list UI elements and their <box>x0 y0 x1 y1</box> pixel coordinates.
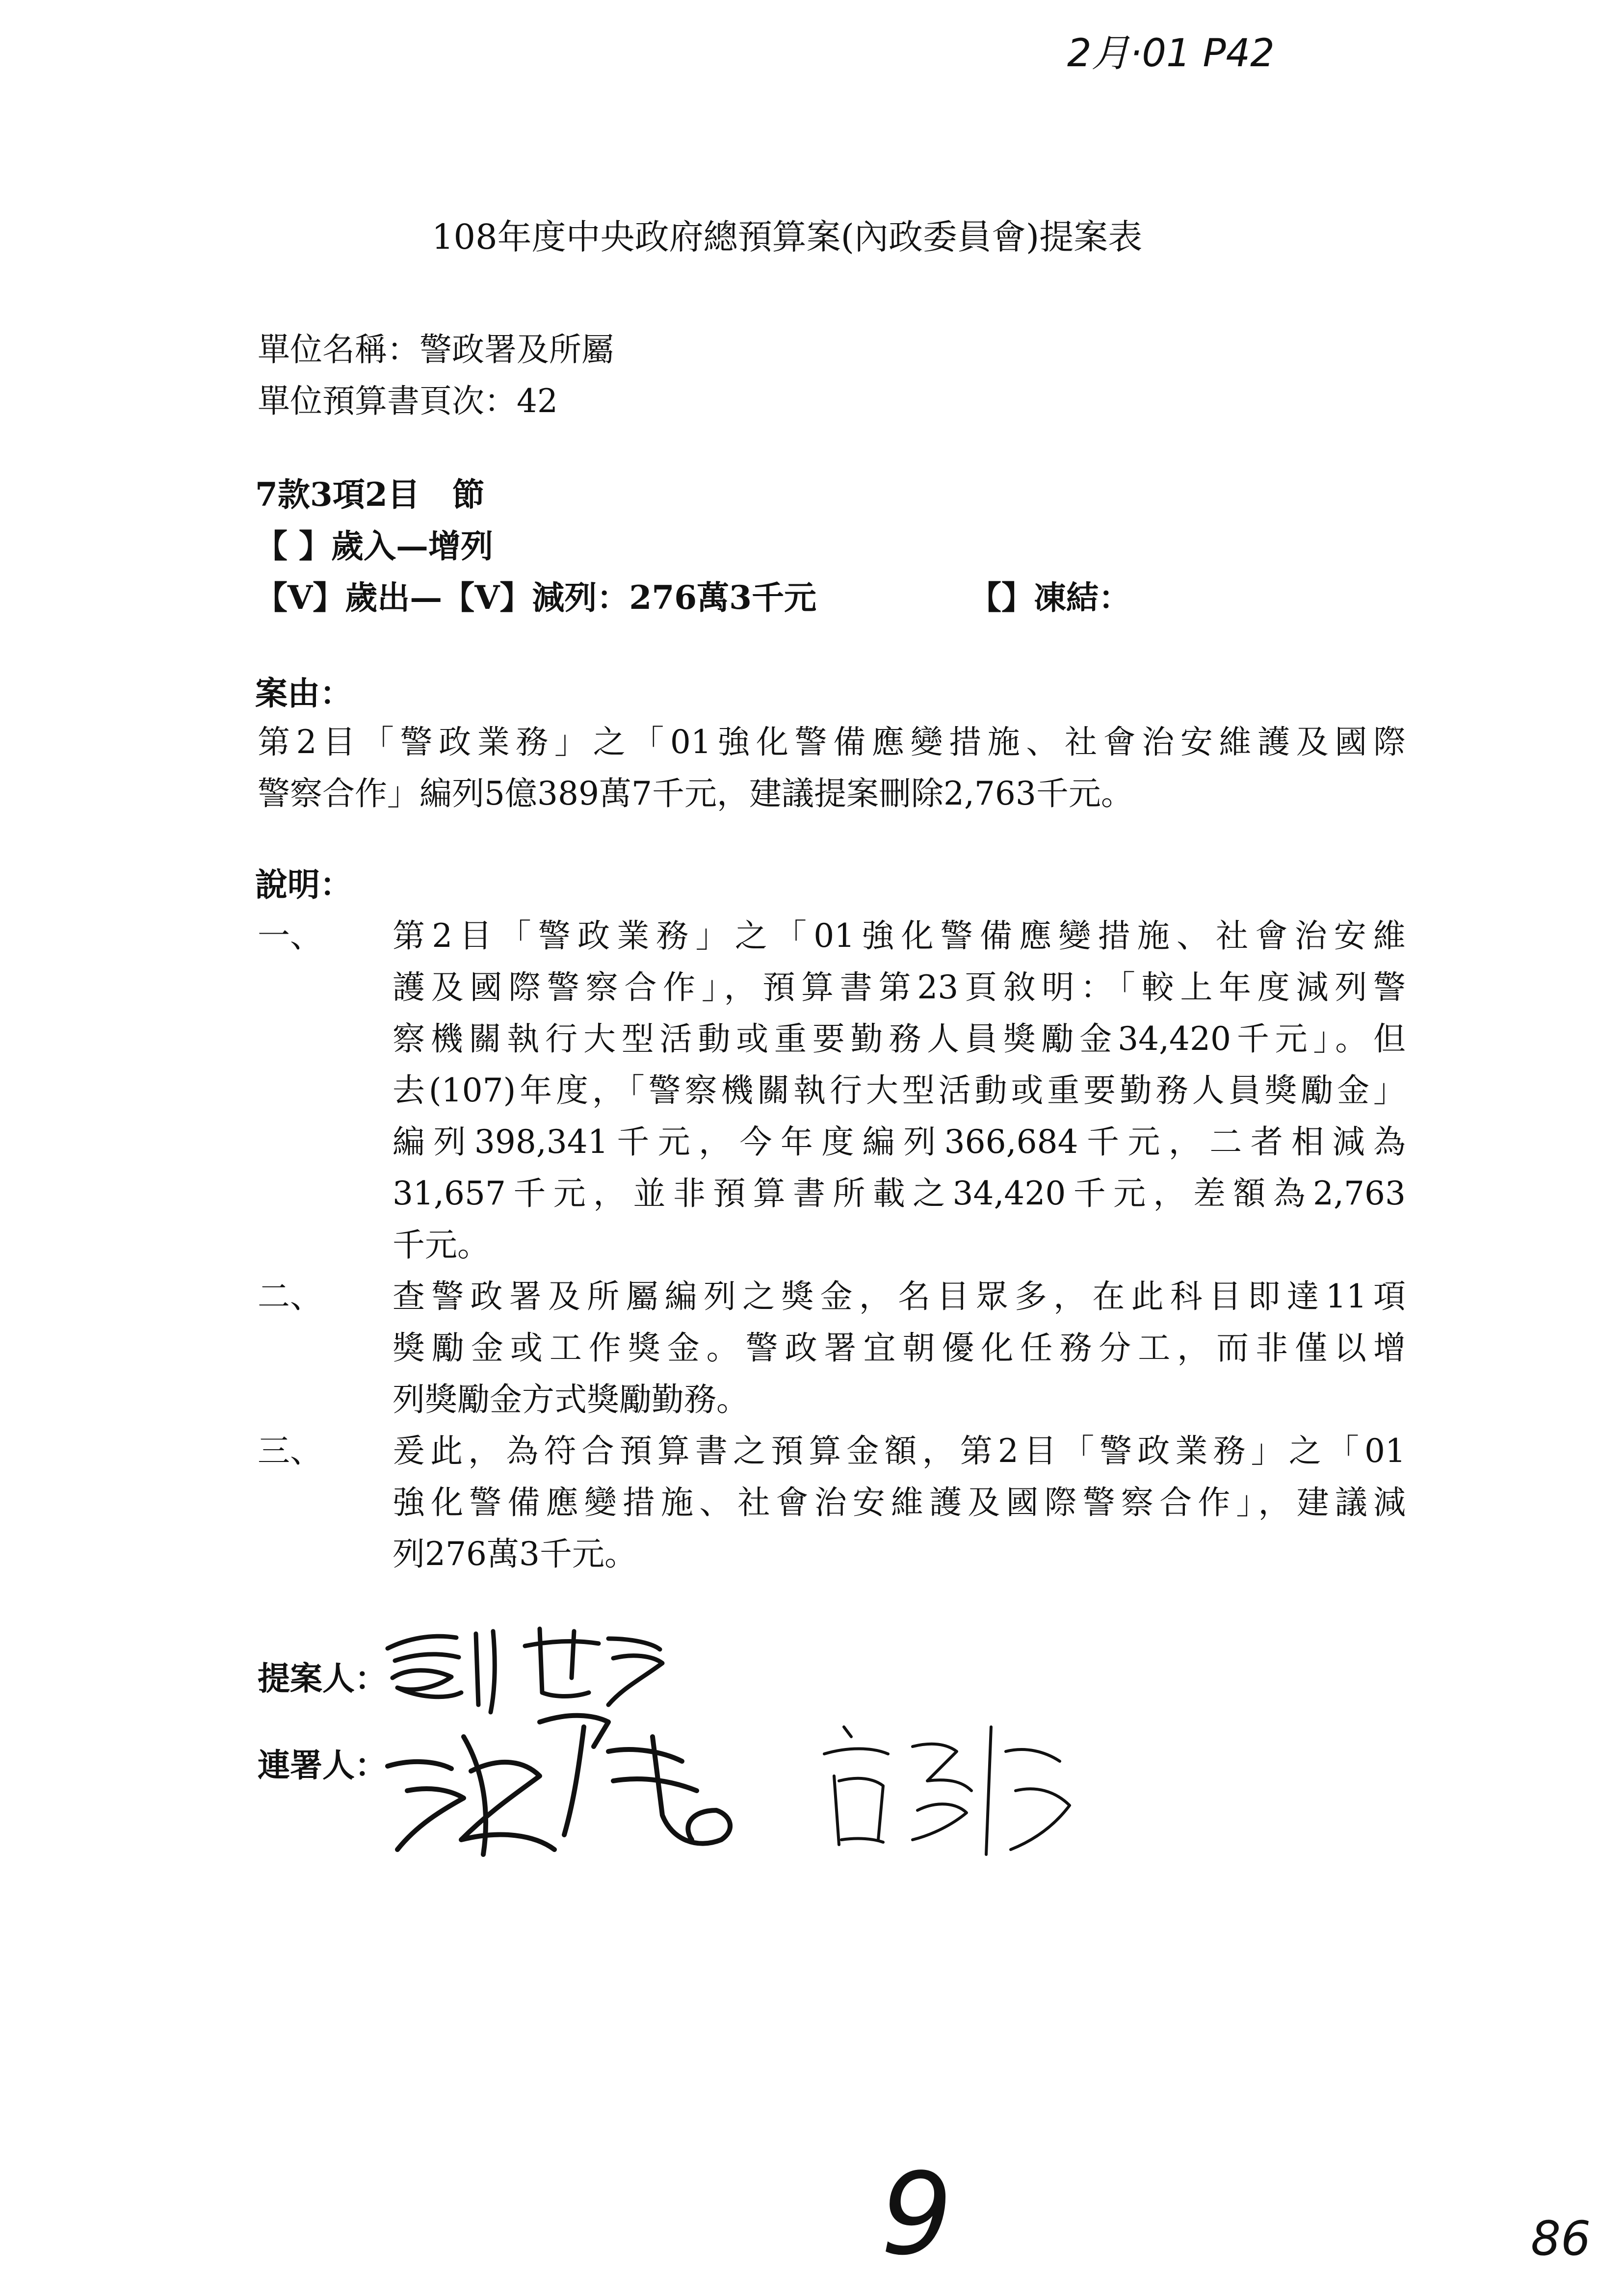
list-marker: 三、 <box>258 1432 322 1470</box>
explanation-line: 列獎勵金方式獎勵勤務。 <box>393 1381 749 1418</box>
explanation-line: 獎勵金或工作獎金。警政署宜朝優化任務分工，而非僅以增 <box>393 1329 1406 1367</box>
document-title: 108年度中央政府總預算案(內政委員會)提案表 <box>432 217 1143 257</box>
unit-budget-page: 單位預算書頁次：42 <box>258 382 558 420</box>
budget-item: 7款3項2目 節 <box>255 475 485 514</box>
explanation-heading: 說明： <box>255 865 352 904</box>
page-number: 9 <box>881 2149 953 2280</box>
explanation-line: 爰此，為符合預算書之預算金額，第2目「警政業務」之「01 <box>393 1432 1406 1470</box>
cosigner-signature-1 <box>378 1693 751 1869</box>
explanation-line: 列276萬3千元。 <box>393 1535 637 1573</box>
cosigner-label: 連署人： <box>258 1746 387 1784</box>
explanation-line: 31,657千元，並非預算書所載之34,420千元，差額為2,763 <box>393 1174 1406 1212</box>
explanation-line: 護及國際警察合作」，預算書第23頁敘明：「較上年度減列警 <box>393 968 1406 1006</box>
explanation-line: 第2目「警政業務」之「01強化警備應變措施、社會治安維 <box>393 917 1406 955</box>
proposer-label: 提案人： <box>258 1659 387 1697</box>
explanation-line: 編列398,341千元，今年度編列366,684千元，二者相減為 <box>393 1123 1406 1161</box>
expense-line: 【V】歲出—【V】減列：276萬3千元 <box>255 578 817 617</box>
reason-heading: 案由： <box>255 674 352 712</box>
freeze-line: 【】凍結： <box>969 578 1131 617</box>
explanation-line: 千元。 <box>393 1226 490 1264</box>
revenue-line: 【 】歲入—增列 <box>255 527 493 565</box>
list-marker: 一、 <box>258 917 322 955</box>
reason-line: 第2目「警政業務」之「01強化警備應變措施、社會治安維護及國際 <box>258 723 1406 761</box>
corner-number: 86 <box>1531 2211 1591 2266</box>
explanation-line: 察機關執行大型活動或重要勤務人員獎勵金34,420千元」。但 <box>393 1020 1406 1058</box>
explanation-line: 強化警備應變措施、社會治安維護及國際警察合作」，建議減 <box>393 1484 1406 1521</box>
unit-name: 單位名稱：警政署及所屬 <box>258 331 614 368</box>
reason-line: 警察合作」編列5億389萬7千元，建議提案刪除2,763千元。 <box>258 775 1133 812</box>
handwritten-annotation: 2月·01 P42 <box>1067 31 1275 76</box>
explanation-line: 去(107)年度，「警察機關執行大型活動或重要勤務人員獎勵金」 <box>393 1071 1406 1109</box>
cosigner-signature-2 <box>814 1707 1089 1864</box>
explanation-line: 查警政署及所屬編列之獎金，名目眾多，在此科目即達11項 <box>393 1278 1406 1315</box>
list-marker: 二、 <box>258 1278 322 1315</box>
